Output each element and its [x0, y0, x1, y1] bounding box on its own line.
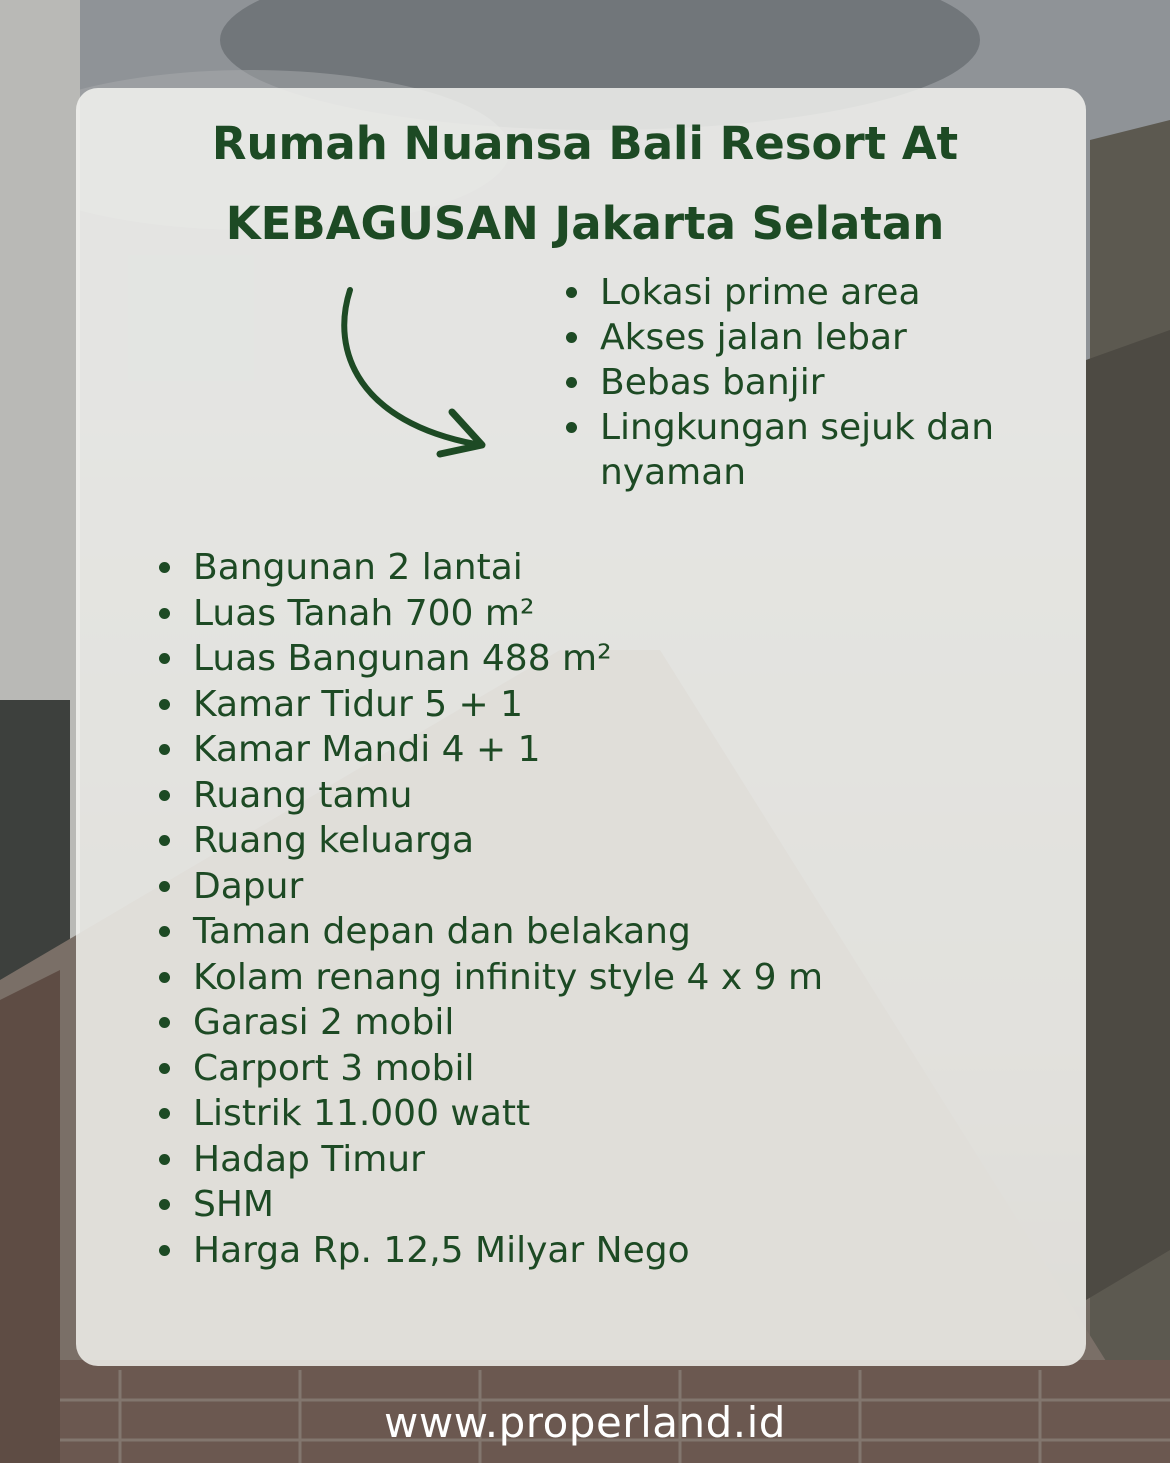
- list-item: Lokasi prime area: [562, 270, 1042, 315]
- list-item: Luas Bangunan 488 m²: [155, 636, 1055, 682]
- title-line-2: KEBAGUSAN Jakarta Selatan: [225, 197, 945, 250]
- list-item: Listrik 11.000 watt: [155, 1091, 1055, 1137]
- list-item: Dapur: [155, 864, 1055, 910]
- list-item: Bebas banjir: [562, 360, 1042, 405]
- list-item: Carport 3 mobil: [155, 1046, 1055, 1092]
- highlights-list: [562, 270, 1042, 495]
- list-item: Harga Rp. 12,5 Milyar Nego: [155, 1228, 1055, 1274]
- list-item: Luas Tanah 700 m²: [155, 591, 1055, 637]
- list-item: Garasi 2 mobil: [155, 1000, 1055, 1046]
- list-item: Lingkungan sejuk dan nyaman: [562, 405, 1042, 495]
- curved-arrow-icon: [330, 282, 500, 462]
- list-item: Kamar Tidur 5 + 1: [155, 682, 1055, 728]
- list-item: Hadap Timur: [155, 1137, 1055, 1183]
- list-item: Ruang tamu: [155, 773, 1055, 819]
- specs-list: [155, 545, 1055, 1273]
- list-item: Kolam renang infinity style 4 x 9 m: [155, 955, 1055, 1001]
- page-title: [0, 104, 1170, 264]
- list-item: Taman depan dan belakang: [155, 909, 1055, 955]
- list-item: Bangunan 2 lantai: [155, 545, 1055, 591]
- list-item: Ruang keluarga: [155, 818, 1055, 864]
- list-item: Akses jalan lebar: [562, 315, 1042, 360]
- list-item: Kamar Mandi 4 + 1: [155, 727, 1055, 773]
- website-link[interactable]: www.properland.id: [384, 1398, 786, 1447]
- list-item: SHM: [155, 1182, 1055, 1228]
- title-line-1: Rumah Nuansa Bali Resort At: [211, 117, 959, 170]
